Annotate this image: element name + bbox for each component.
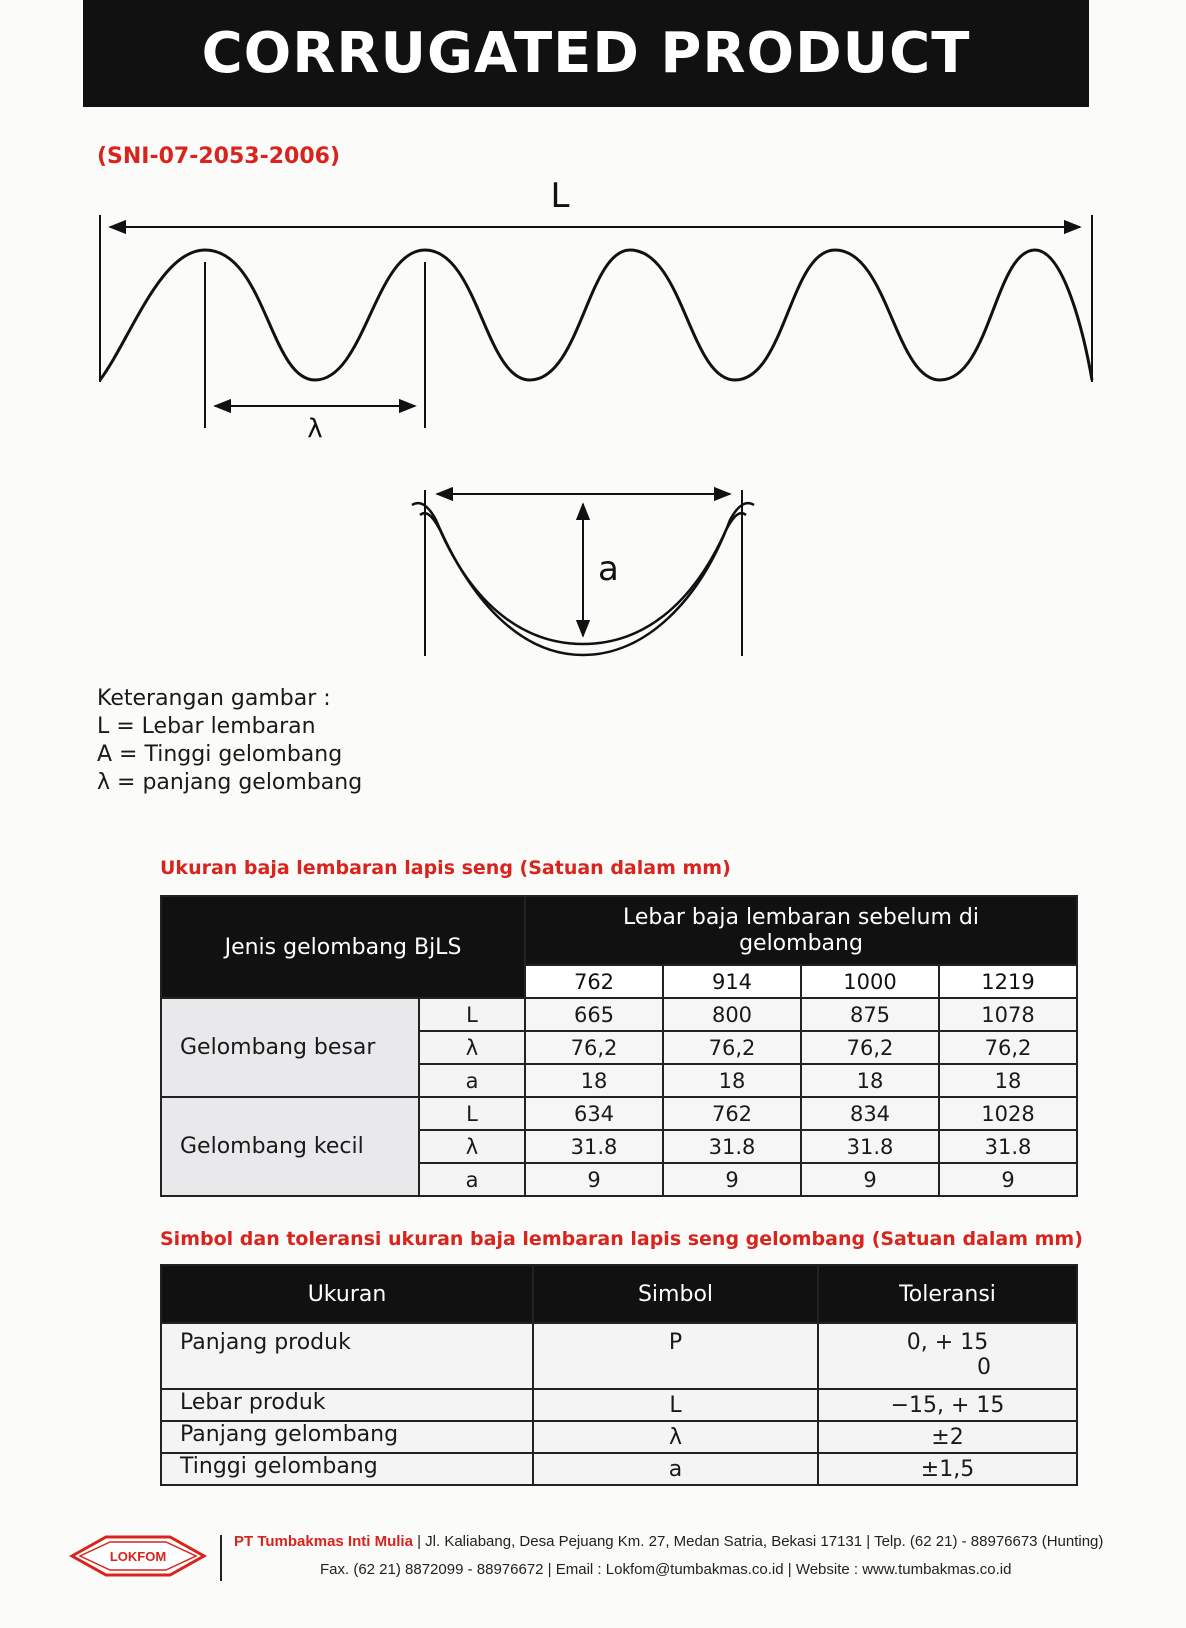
legend-title: Keterangan gambar :: [97, 686, 331, 711]
symbol-cell: L: [419, 1097, 525, 1130]
label-L: L: [550, 176, 570, 216]
group-label-kecil: Gelombang kecil: [161, 1097, 419, 1196]
table-cell: 18: [801, 1064, 939, 1097]
table-cell: Lebar produk: [161, 1389, 533, 1421]
legend-item-lambda: λ = panjang gelombang: [97, 770, 363, 795]
group-label-besar: Gelombang besar: [161, 998, 419, 1097]
table-cell: 18: [663, 1064, 801, 1097]
header-ukuran: Ukuran: [161, 1265, 533, 1323]
table-cell: 76,2: [801, 1031, 939, 1064]
table-cell: 665: [525, 998, 663, 1031]
table-cell: ±1,5: [818, 1453, 1077, 1485]
tolerance-line: 0: [977, 1355, 991, 1380]
table-cell: 31.8: [663, 1130, 801, 1163]
table-cell: 9: [801, 1163, 939, 1196]
label-a: a: [598, 549, 619, 589]
table-cell: 800: [663, 998, 801, 1031]
footer-line-1: PT Tumbakmas Inti Mulia | Jl. Kaliabang, Desa Pejuang Km. 27, Medan Satria, Bekasi 17131 | Telp. (62 21) - 88976673 (Hunting): [234, 1533, 1104, 1550]
lokfom-logo: [68, 1534, 208, 1578]
table-cell: 762: [663, 1097, 801, 1130]
table-cell: 9: [939, 1163, 1077, 1196]
table1-header-right: Lebar baja lembaran sebelum di gelombang: [525, 896, 1077, 965]
corrugation-wave: [100, 250, 1092, 380]
tolerance-line: 0, + 15: [906, 1330, 989, 1355]
width-header: 1000: [801, 965, 939, 998]
table-cell: Tinggi gelombang: [161, 1453, 533, 1485]
standard-code: (SNI-07-2053-2006): [97, 144, 341, 169]
legend-item-A: A = Tinggi gelombang: [97, 742, 343, 767]
symbol-cell: λ: [419, 1031, 525, 1064]
table-cell: a: [533, 1453, 818, 1485]
table-cell: 9: [663, 1163, 801, 1196]
table-cell: 18: [525, 1064, 663, 1097]
footer-divider: [220, 1535, 222, 1581]
width-header: 762: [525, 965, 663, 998]
label-lambda: λ: [307, 414, 323, 444]
company-name: PT Tumbakmas Inti Mulia: [234, 1533, 413, 1550]
table-cell: 31.8: [525, 1130, 663, 1163]
table-cell: 834: [801, 1097, 939, 1130]
table-cell: 634: [525, 1097, 663, 1130]
table-cell: ±2: [818, 1421, 1077, 1453]
figure-legend: [97, 685, 362, 797]
size-table: [160, 895, 1078, 1197]
corrugation-diagram: [0, 0, 1186, 680]
company-website[interactable]: Website : www.tumbakmas.co.id: [795, 1561, 1012, 1578]
symbol-cell: L: [419, 998, 525, 1031]
table-cell: 875: [801, 998, 939, 1031]
symbol-cell: a: [419, 1163, 525, 1196]
table-cell: 1028: [939, 1097, 1077, 1130]
table1-title: Ukuran baja lembaran lapis seng (Satuan dalam mm): [160, 857, 731, 879]
width-header: 1219: [939, 965, 1077, 998]
table-cell: P: [533, 1323, 818, 1389]
legend-item-L: L = Lebar lembaran: [97, 714, 316, 739]
header-simbol: Simbol: [533, 1265, 818, 1323]
tolerance-table: [160, 1264, 1078, 1486]
table-cell: 76,2: [663, 1031, 801, 1064]
table-cell: 1078: [939, 998, 1077, 1031]
width-header: 914: [663, 965, 801, 998]
company-fax: Fax. (62 21) 8872099 - 88976672: [320, 1561, 544, 1578]
table2-title: Simbol dan toleransi ukuran baja lembaran lapis seng gelombang (Satuan dalam mm): [160, 1228, 1083, 1250]
page-title: CORRUGATED PRODUCT: [83, 0, 1089, 107]
symbol-cell: λ: [419, 1130, 525, 1163]
table-cell: L: [533, 1389, 818, 1421]
table-cell: Panjang produk: [161, 1323, 533, 1389]
svg-text:LOKFOM: LOKFOM: [109, 1549, 167, 1564]
table-cell: 76,2: [525, 1031, 663, 1064]
symbol-cell: a: [419, 1064, 525, 1097]
footer-line-2: Fax. (62 21) 8872099 - 88976672 | Email : Lokfom@tumbakmas.co.id | Website : www.tumbakmas.co.id: [320, 1561, 1012, 1578]
table1-header-left: Jenis gelombang BjLS: [161, 896, 525, 998]
table-cell: Panjang gelombang: [161, 1421, 533, 1453]
table-cell: 18: [939, 1064, 1077, 1097]
table-cell: 76,2: [939, 1031, 1077, 1064]
table-cell: 31.8: [801, 1130, 939, 1163]
table-cell: λ: [533, 1421, 818, 1453]
table-cell: 9: [525, 1163, 663, 1196]
company-address: Jl. Kaliabang, Desa Pejuang Km. 27, Medan Satria, Bekasi 17131: [425, 1533, 863, 1550]
table-cell: −15, + 15: [818, 1389, 1077, 1421]
table-cell: [818, 1323, 1077, 1389]
company-phone: Telp. (62 21) - 88976673 (Hunting): [874, 1533, 1104, 1550]
company-email[interactable]: Email : Lokfom@tumbakmas.co.id: [555, 1561, 784, 1578]
table-cell: 31.8: [939, 1130, 1077, 1163]
header-toleransi: Toleransi: [818, 1265, 1077, 1323]
